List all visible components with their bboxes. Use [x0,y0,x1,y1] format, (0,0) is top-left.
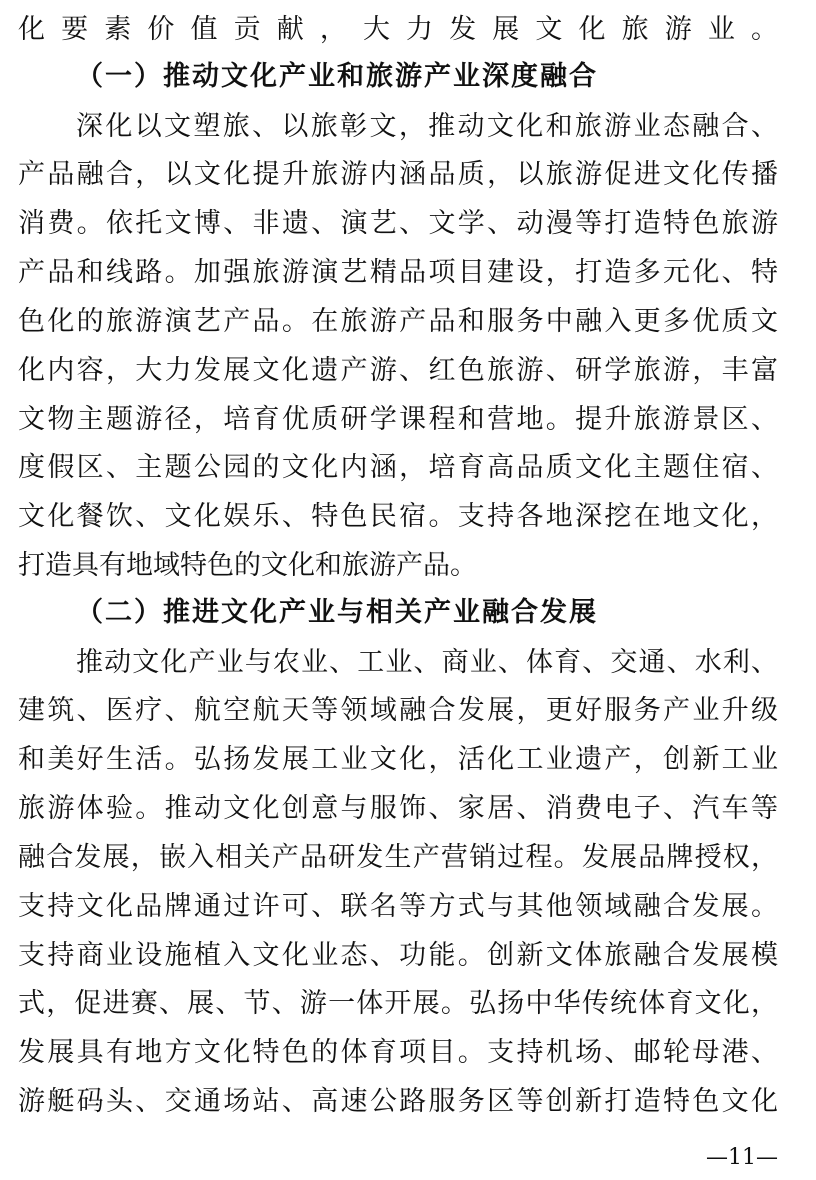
body-text-line: 深化以文塑旅、以旅彰文，推动文化和旅游业态融合、 [76,111,778,142]
page-number: —11— [706,1145,778,1170]
body-text-line: 消费。依托文博、非遗、演艺、文学、动漫等打造特色旅游 [18,208,778,239]
body-text-line: 产品和线路。加强旅游演艺精品项目建设，打造多元化、特 [18,257,778,288]
body-text-line: 化内容，大力发展文化遗产游、红色旅游、研学旅游，丰富 [18,355,778,386]
body-text-line: 化要素价值贡献，大力发展文化旅游业。 [18,14,778,45]
body-text-line: 支持商业设施植入文化业态、功能。创新文体旅融合发展模 [18,940,778,971]
body-text-line: 推动文化产业与农业、工业、商业、体育、交通、水利、 [76,647,778,678]
section-heading-text: （一）推动文化产业和旅游产业深度融合 [76,61,598,92]
body-text-line: 发展具有地方文化特色的体育项目。支持机场、邮轮母港、 [18,1037,778,1068]
body-text-line: 和美好生活。弘扬发展工业文化，活化工业遗产，创新工业 [18,744,778,775]
section-heading-text: （二）推进文化产业与相关产业融合发展 [76,597,598,628]
body-text-line: 式，促进赛、展、节、游一体开展。弘扬中华传统体育文化， [18,988,778,1019]
body-text-line: 融合发展，嵌入相关产品研发生产营销过程。发展品牌授权， [18,842,778,873]
body-text-line: 打造具有地域特色的文化和旅游产品。 [18,550,477,581]
body-text-line: 游艇码头、交通场站、高速公路服务区等创新打造特色文化 [18,1086,778,1117]
body-text-line: 旅游体验。推动文化创意与服饰、家居、消费电子、汽车等 [18,793,778,824]
body-text-line: 度假区、主题公园的文化内涵，培育高品质文化主题住宿、 [18,452,778,483]
body-text-line: 建筑、医疗、航空航天等领域融合发展，更好服务产业升级 [18,695,778,726]
section-heading [76,57,598,97]
body-text-line: 色化的旅游演艺产品。在旅游产品和服务中融入更多优质文 [18,306,778,337]
body-text-line: 产品融合，以文化提升旅游内涵品质，以旅游促进文化传播 [18,159,778,190]
body-text-line: 文物主题游径，培育优质研学课程和营地。提升旅游景区、 [18,404,778,435]
section-heading [76,593,598,633]
body-text-line: 文化餐饮、文化娱乐、特色民宿。支持各地深挖在地文化， [18,501,778,532]
body-text-line: 支持文化品牌通过许可、联名等方式与其他领域融合发展。 [18,891,778,922]
